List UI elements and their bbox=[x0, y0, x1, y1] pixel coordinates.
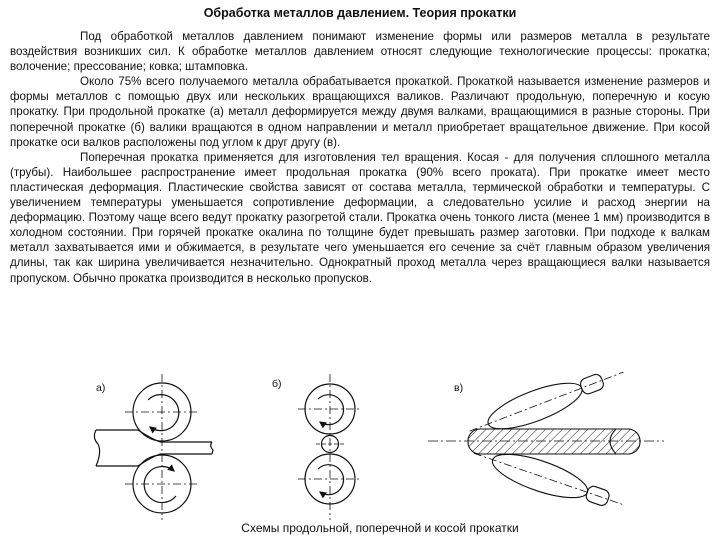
diagram-a-label: а) bbox=[96, 382, 106, 394]
diagram-c-label: в) bbox=[454, 382, 464, 394]
lower-roll-rotation-arrow bbox=[318, 465, 344, 495]
upper-roll-rotation-arrow bbox=[148, 395, 179, 431]
strip-top-edge bbox=[96, 430, 160, 442]
diagram-longitudinal bbox=[94, 374, 213, 520]
workpiece bbox=[468, 429, 640, 454]
diagram-transverse bbox=[298, 374, 362, 520]
strip-break-left bbox=[94, 430, 99, 466]
figure-caption: Схемы продольной, поперечной и косой прокатки bbox=[241, 521, 519, 535]
paragraph-3: Поперечная прокатка применяется для изготовления тел вращения. Косая - для получения сплошного металла (трубы). Наибольшее распространение имеет продольная прокатка (90% всего проката). При прокатке имеет место пластическая деформация. Пластические свойства зависят от состава металла, термической обработки и температуры. С увеличением температуры уменьшается сопротивление деформации, а следовательно усилие и расход энергии на деформацию. Поэтому чаще всего ведут прокатку разогретой стали. Прокатка очень тонкого листа (менее 1 мм) производится в холодном состоянии. При горячей прокатке окалина по толщине будет превышать размер заготовки. При подходе к валкам металл захватывается ими и обжимается, в результате чего уменьшается его сечение за счёт главным образом увеличения длины, так как ширина увеличивается незначительно. Однократный проход металла через вращающиеся валки называется пропуском. Обычно прокатка производится в несколько пропусков. bbox=[10, 150, 710, 285]
strip-bottom-edge bbox=[96, 454, 160, 466]
paragraph-1: Под обработкой металлов давлением понимают изменение формы или размеров металла в результате воздействия возникших сил. К обработке металлов давлением относят следующие технологические процессы: прокатка; волочение; прессование; ковка; штамповка. bbox=[10, 30, 710, 74]
paragraph-2: Около 75% всего получаемого металла обрабатывается прокаткой. Прокаткой называется изменение размеров и формы металлов с помощью двух или нескольких вращающихся валиков. Различают продольную, поперечную и косую прокатку. При продольной прокатке (а) металл деформируется между двумя валками, вращающимися в разные стороны. При поперечной прокатке (б) валики вращаются в одном направлении и металл приобретает вращательное движение. При косой прокатке оси валков расположены под углом к друг другу (в). bbox=[10, 75, 710, 149]
diagrams-svg bbox=[0, 372, 720, 522]
page-title: Обработка металлов давлением. Теория прокатки bbox=[203, 6, 517, 20]
diagram-skew bbox=[428, 372, 664, 519]
body-text bbox=[10, 29, 710, 286]
diagram-b-label: б) bbox=[272, 378, 282, 390]
lower-roll-rotation-arrow bbox=[144, 467, 176, 503]
upper-roll-rotation-arrow bbox=[318, 395, 344, 425]
strip-break-right bbox=[211, 442, 213, 454]
rolling-diagrams bbox=[0, 372, 720, 540]
